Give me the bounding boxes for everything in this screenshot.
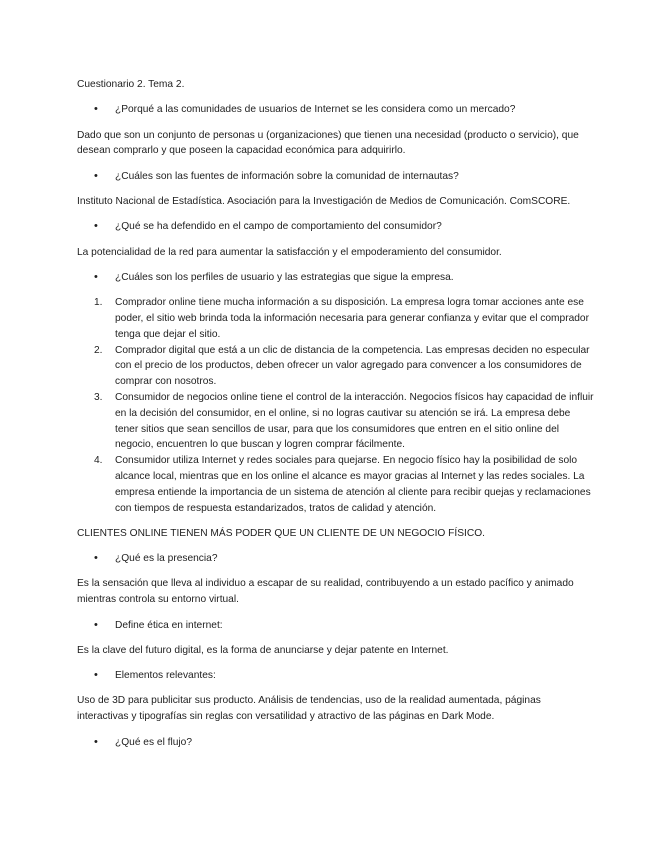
document-title: Cuestionario 2. Tema 2.: [77, 79, 185, 90]
question-6: • Define ética en internet:: [77, 618, 595, 634]
question-list-1: [77, 102, 595, 118]
question-list-6: [77, 618, 595, 634]
question-list-5: [77, 551, 595, 567]
answer-1: Dado que son un conjunto de personas u (organizaciones) que tienen una necesidad (producto o servicio), que desean comprarlo y que poseen la capacidad económica para adquirirlo.: [77, 129, 579, 157]
question-1: • ¿Porqué a las comunidades de usuarios de Internet se les considera como un mercado?: [77, 102, 595, 118]
profile-item: [77, 343, 595, 390]
question-2: • ¿Cuáles son las fuentes de información sobre la comunidad de internautas?: [77, 169, 595, 185]
question-7: • Elementos relevantes:: [77, 668, 595, 684]
profile-number: 3.: [94, 391, 103, 403]
question-list-4: [77, 270, 595, 286]
question-4: • ¿Cuáles son los perfiles de usuario y las estrategias que sigue la empresa.: [77, 270, 595, 286]
profile-item: [77, 453, 595, 516]
question-3: • ¿Qué se ha defendido en el campo de comportamiento del consumidor?: [77, 219, 595, 235]
question-8: • ¿Qué es el flujo?: [77, 735, 595, 751]
question-list-2: [77, 169, 595, 185]
profile-number: 1.: [94, 297, 103, 309]
question-list-3: [77, 219, 595, 235]
profile-text: Comprador digital que está a un clic de distancia de la competencia. Las empresas deciden no especular con el precio de los productos, deben ofrecer un valor agregado para convencer a los consumidores de comprar con nosotros.: [115, 344, 590, 388]
profile-text: Consumidor de negocios online tiene el control de la interacción. Negocios físicos hay capacidad de influir en la decisión del consumidor, en el online, si no logras cautivar su atención se irá. La empresa debe tener sitios que sean sencillos de usar, para que los consumidores que entren en el sitio online del negocio, encuentren lo que buscan y logren comprar fácilmente.: [115, 391, 594, 451]
profile-text: Consumidor utiliza Internet y redes sociales para quejarse. En negocio físico hay la posibilidad de solo alcance local, mientras que en los online el alcance es mayor gracias al Internet y las redes sociales. La empresa entiende la importancia de un sistema de atención al cliente para recibir quejas y reclamaciones con tiempos de respuesta estandarizados, tratos de calidad y atención.: [115, 455, 591, 514]
profile-list: [77, 295, 595, 516]
profile-text: Comprador online tiene mucha información a su disposición. La empresa logra tomar acciones ante ese poder, el sitio web brinda toda la información necesaria para generar confianza y evitar que el comprador tenga que dejar el sitio.: [115, 297, 589, 340]
question-list-8: [77, 735, 595, 751]
profile-item: [77, 390, 595, 453]
answer-4-note: CLIENTES ONLINE TIENEN MÁS PODER QUE UN CLIENTE DE UN NEGOCIO FÍSICO.: [77, 527, 485, 539]
answer-7: Uso de 3D para publicitar sus producto. Análisis de tendencias, uso de la realidad aumentada, páginas interactivas y tipografías sin reglas con versatilidad y atractivo de las páginas en Dark Mode.: [77, 695, 541, 723]
answer-3: La potencialidad de la red para aumentar la satisfacción y el empoderamiento del consumidor.: [77, 246, 502, 258]
profile-number: 4.: [94, 455, 103, 467]
question-list-7: [77, 668, 595, 684]
question-5: • ¿Qué es la presencia?: [77, 551, 595, 567]
answer-5: Es la sensación que lleva al individuo a escapar de su realidad, contribuyendo a un estado pacífico y animado mientras controla su entorno virtual.: [77, 578, 574, 606]
answer-2: Instituto Nacional de Estadística. Asociación para la Investigación de Medios de Comunicación. ComSCORE.: [77, 195, 571, 207]
profile-number: 2.: [94, 344, 103, 356]
profile-item: [77, 295, 595, 342]
answer-6: Es la clave del futuro digital, es la forma de anunciarse y dejar patente en Internet.: [77, 644, 449, 656]
